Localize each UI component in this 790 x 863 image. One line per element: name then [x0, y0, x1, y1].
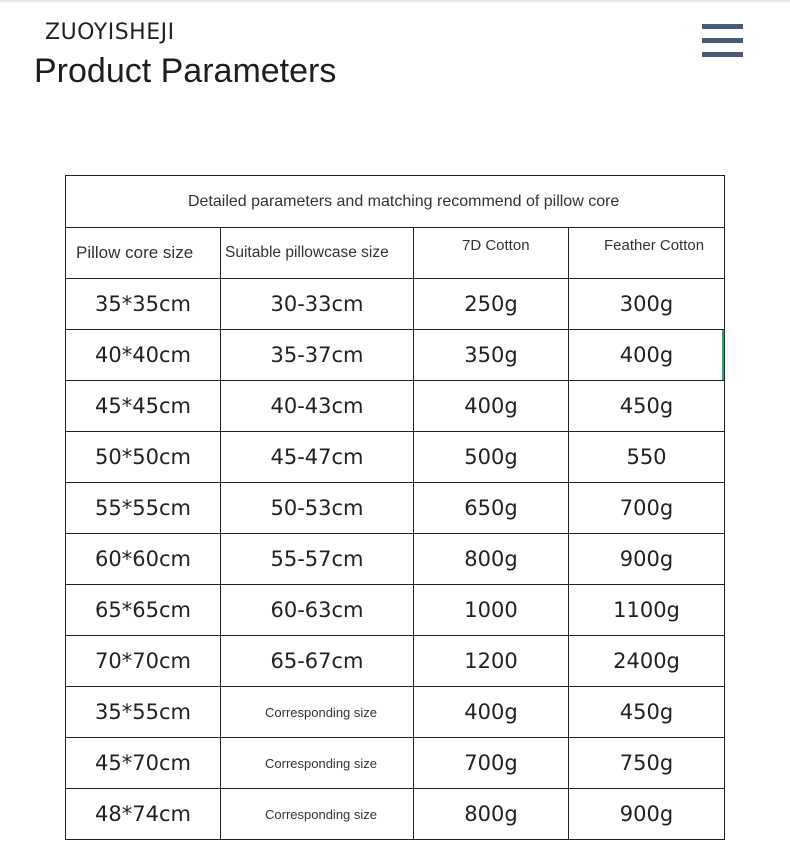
table-row	[66, 432, 725, 483]
pillowcase-size-cell: Corresponding size	[221, 789, 414, 840]
column-header-pillowcase-size: Suitable pillowcase size	[221, 228, 414, 279]
core-size-cell: 45*70cm	[66, 738, 221, 789]
hamburger-menu-icon[interactable]	[700, 22, 744, 60]
cotton-weight-cell: 800g	[414, 789, 569, 840]
feather-weight-cell: 1100g	[569, 585, 725, 636]
pillowcase-size-cell: 35-37cm	[221, 330, 414, 381]
pillowcase-size-cell: 60-63cm	[221, 585, 414, 636]
table-row	[66, 330, 725, 381]
core-size-cell: 45*45cm	[66, 381, 221, 432]
cotton-weight-cell: 400g	[414, 381, 569, 432]
table-caption-row	[66, 176, 725, 228]
cotton-weight-cell: 250g	[414, 279, 569, 330]
cotton-weight-cell: 1200	[414, 636, 569, 687]
feather-weight-cell: 700g	[569, 483, 725, 534]
table-caption: Detailed parameters and matching recommend of pillow core	[66, 176, 725, 228]
feather-weight-cell: 750g	[569, 738, 725, 789]
feather-weight-cell: 2400g	[569, 636, 725, 687]
cotton-weight-cell: 400g	[414, 687, 569, 738]
cotton-weight-cell: 700g	[414, 738, 569, 789]
table-row	[66, 738, 725, 789]
pillowcase-size-cell: 50-53cm	[221, 483, 414, 534]
column-header-feather-cotton: Feather Cotton	[569, 228, 725, 279]
core-size-cell: 70*70cm	[66, 636, 221, 687]
core-size-cell: 35*35cm	[66, 279, 221, 330]
table-row	[66, 381, 725, 432]
brand-name: ZUOYISHEJI	[45, 20, 175, 45]
pillowcase-size-cell: 55-57cm	[221, 534, 414, 585]
core-size-cell: 55*55cm	[66, 483, 221, 534]
core-size-cell: 50*50cm	[66, 432, 221, 483]
table-header-row	[66, 228, 725, 279]
menu-bar-middle	[702, 38, 743, 43]
feather-weight-cell: 900g	[569, 534, 725, 585]
feather-weight-cell: 450g	[569, 687, 725, 738]
cotton-weight-cell: 350g	[414, 330, 569, 381]
table-row	[66, 534, 725, 585]
cotton-weight-cell: 1000	[414, 585, 569, 636]
feather-weight-cell: 450g	[569, 381, 725, 432]
feather-weight-cell: 300g	[569, 279, 725, 330]
page-title: Product Parameters	[34, 52, 337, 90]
core-size-cell: 65*65cm	[66, 585, 221, 636]
pillowcase-size-cell: 65-67cm	[221, 636, 414, 687]
feather-weight-cell: 900g	[569, 789, 725, 840]
cotton-weight-cell: 650g	[414, 483, 569, 534]
table-row	[66, 585, 725, 636]
pillowcase-size-cell: Corresponding size	[221, 687, 414, 738]
pillowcase-size-cell: 40-43cm	[221, 381, 414, 432]
column-header-core-size: Pillow core size	[66, 228, 221, 279]
feather-weight-cell: 400g	[569, 330, 725, 381]
pillowcase-size-cell: 30-33cm	[221, 279, 414, 330]
column-header-7d-cotton: 7D Cotton	[414, 228, 569, 279]
core-size-cell: 40*40cm	[66, 330, 221, 381]
core-size-cell: 35*55cm	[66, 687, 221, 738]
pillowcase-size-cell: Corresponding size	[221, 738, 414, 789]
menu-bar-top	[702, 24, 743, 29]
table-row	[66, 789, 725, 840]
table-row	[66, 279, 725, 330]
top-divider	[0, 0, 790, 2]
table-row	[66, 687, 725, 738]
pillowcase-size-cell: 45-47cm	[221, 432, 414, 483]
menu-bar-bottom	[702, 52, 743, 57]
cotton-weight-cell: 500g	[414, 432, 569, 483]
core-size-cell: 48*74cm	[66, 789, 221, 840]
table-row	[66, 636, 725, 687]
parameters-table	[65, 175, 725, 840]
core-size-cell: 60*60cm	[66, 534, 221, 585]
cotton-weight-cell: 800g	[414, 534, 569, 585]
feather-weight-cell: 550	[569, 432, 725, 483]
table-row	[66, 483, 725, 534]
